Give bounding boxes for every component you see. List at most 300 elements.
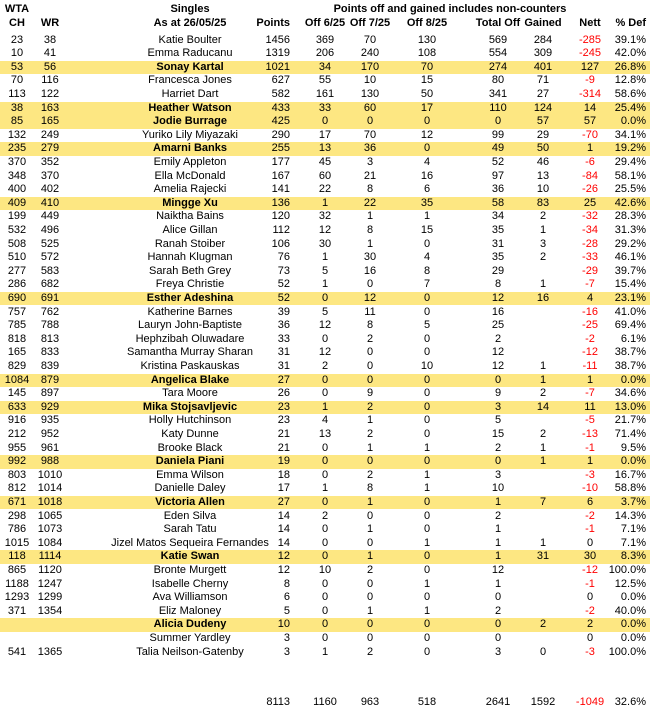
cell-off-8: 0	[423, 455, 431, 468]
cell-off-6: 0	[321, 550, 329, 563]
cell-points: 12	[277, 550, 290, 563]
cell-points: 255	[271, 142, 290, 155]
cell-pct-def: 29.2%	[614, 237, 646, 250]
cell-gained: 1	[539, 223, 547, 236]
cell-total-off: 8	[494, 278, 502, 291]
table-row	[0, 278, 650, 292]
cell-total-off: 0	[494, 455, 502, 468]
cell-nett: -16	[582, 305, 598, 318]
table-row	[0, 306, 650, 320]
cell-off-7: 0	[366, 577, 374, 590]
cell-gained: 71	[536, 74, 550, 87]
cell-nett: 1	[586, 455, 594, 468]
cell-off-7: 8	[366, 183, 374, 196]
cell-off-7: 0	[366, 591, 374, 604]
table-row	[0, 578, 650, 592]
cell-total-off: 5	[494, 414, 502, 427]
cell-nett: -2	[585, 332, 595, 345]
cell-gained	[518, 482, 568, 496]
cell-pct-def: 7.1%	[620, 536, 646, 549]
cell-gained: 1	[539, 536, 547, 549]
cell-pct-def: 38.7%	[614, 346, 646, 359]
cell-points: 27	[277, 373, 290, 386]
cell-wr: 762	[40, 305, 60, 318]
cell-total-off: 110	[489, 101, 507, 114]
cell-off-6: 2	[321, 359, 329, 372]
cell-pct-def: 58.8%	[614, 482, 646, 495]
cell-gained	[518, 605, 568, 619]
cell-off-8: 130	[417, 33, 437, 46]
cell-gained: 57	[536, 115, 550, 128]
cell-off-8: 0	[423, 414, 431, 427]
cell-off-6: 1	[321, 251, 329, 264]
cell-off-8: 6	[423, 183, 431, 196]
cell-nett: -1	[585, 523, 595, 536]
cell-off-6: 0	[321, 115, 329, 128]
cell-points: 36	[277, 319, 290, 332]
cell-wr: 279	[40, 142, 60, 155]
cell-off-6: 2	[321, 509, 329, 522]
cell-ch: 70	[10, 74, 24, 87]
cell-player-name: Katy Dunne	[161, 427, 219, 440]
table-row	[0, 183, 650, 197]
cell-nett: -29	[582, 264, 598, 277]
table-row	[0, 469, 650, 483]
cell-points: 19	[277, 455, 290, 468]
cell-off-6: 0	[321, 604, 329, 617]
cell-nett: -12	[582, 346, 598, 359]
cell-pct-def: 100.0%	[608, 645, 646, 658]
table-row	[0, 129, 650, 143]
cell-points: 23	[277, 414, 290, 427]
header-gained: Gained	[524, 17, 562, 29]
cell-off-7: 3	[366, 155, 374, 168]
cell-wr: 449	[40, 210, 60, 223]
cell-off-7: 70	[363, 33, 377, 46]
cell-off-8: 0	[423, 427, 431, 440]
cell-ch: 786	[7, 523, 27, 536]
cell-nett: -9	[585, 74, 595, 87]
cell-off-6: 12	[318, 346, 332, 359]
cell-ch: 690	[7, 291, 27, 304]
cell-pct-def: 0.0%	[620, 115, 646, 128]
cell-player-name: Hephzibah Oluwadare	[135, 332, 245, 345]
cell-total-off: 274	[488, 60, 508, 73]
cell-points: 3	[283, 631, 290, 644]
cell-off-7: 130	[360, 87, 380, 100]
cell-pct-def: 100.0%	[608, 563, 646, 576]
cell-points: 167	[271, 169, 290, 182]
cell-pct-def: 13.0%	[614, 400, 646, 413]
cell-off-7: 1	[366, 210, 374, 223]
cell-nett: -7	[585, 278, 595, 291]
cell-off-8: 0	[423, 346, 431, 359]
cell-off-6: 33	[318, 101, 332, 114]
cell-off-6: 206	[315, 47, 335, 60]
cell-off-6: 0	[321, 631, 329, 644]
total-nett: -1049	[575, 696, 605, 708]
cell-off-8: 4	[423, 251, 431, 264]
cell-player-name: Summer Yardley	[149, 631, 231, 644]
cell-off-8: 5	[423, 319, 431, 332]
cell-off-6: 0	[321, 373, 329, 386]
cell-player-name: Brooke Black	[157, 441, 223, 454]
cell-nett: 25	[583, 196, 597, 209]
cell-off-6: 0	[321, 468, 329, 481]
table-row	[0, 591, 650, 605]
cell-nett: -1	[585, 577, 595, 590]
cell-nett: -3	[585, 468, 595, 481]
cell-total-off: 35	[491, 251, 505, 264]
cell-player-name: Isabelle Cherny	[151, 577, 229, 590]
cell-total-off: 554	[488, 47, 508, 60]
cell-total-off: 12	[491, 291, 505, 304]
cell-wr: 839	[40, 359, 60, 372]
cell-gained	[518, 265, 568, 279]
cell-points: 112	[272, 223, 290, 236]
cell-off-8: 15	[420, 223, 434, 236]
cell-off-7: 30	[363, 251, 377, 264]
cell-total-off: 2	[494, 604, 502, 617]
cell-total-off: 1	[494, 523, 502, 536]
cell-off-7: 0	[366, 631, 374, 644]
cell-pct-def: 25.4%	[614, 101, 646, 114]
table-row	[0, 251, 650, 265]
table-row	[0, 265, 650, 279]
cell-ch: 113	[8, 87, 26, 100]
cell-player-name: Tara Moore	[162, 387, 218, 400]
cell-player-name: Amelia Rajecki	[153, 183, 227, 196]
total-pct-def: 32.6%	[614, 696, 646, 708]
cell-off-8: 12	[420, 128, 434, 141]
cell-player-name: Amarni Banks	[153, 142, 227, 155]
cell-pct-def: 38.7%	[614, 359, 646, 372]
cell-off-8: 0	[423, 509, 431, 522]
cell-off-6: 0	[321, 332, 329, 345]
cell-points: 14	[277, 523, 290, 536]
cell-ch: 757	[7, 305, 27, 318]
cell-pct-def: 15.4%	[614, 278, 646, 291]
cell-player-name: Katie Boulter	[158, 33, 222, 46]
cell-gained: 13	[536, 169, 550, 182]
cell-ch: 992	[7, 455, 27, 468]
cell-pct-def: 9.5%	[620, 441, 646, 454]
cell-nett: -25	[582, 319, 598, 332]
table-row	[0, 428, 650, 442]
cell-player-name: Eliz Maloney	[158, 604, 222, 617]
cell-off-8: 0	[423, 373, 431, 386]
cell-ch: 277	[7, 264, 27, 277]
cell-gained: 29	[536, 128, 550, 141]
cell-gained: 10	[536, 183, 550, 196]
cell-points: 136	[271, 196, 290, 209]
cell-ch: 10	[10, 47, 24, 60]
cell-nett: -32	[582, 210, 598, 223]
cell-off-8: 17	[420, 101, 434, 114]
cell-wr: 1365	[37, 645, 63, 658]
total-points: 8113	[266, 696, 290, 708]
cell-points: 23	[277, 400, 290, 413]
table-row	[0, 224, 650, 238]
total-off-8: 518	[417, 696, 437, 708]
cell-total-off: 1	[494, 550, 502, 563]
cell-wr: 249	[40, 128, 60, 141]
table-row	[0, 632, 650, 646]
cell-total-off: 1	[494, 577, 502, 590]
cell-nett: -34	[582, 223, 598, 236]
cell-points: 73	[277, 264, 290, 277]
cell-player-name: Bronte Murgett	[153, 563, 227, 576]
cell-wr: 1354	[37, 604, 63, 617]
totals-row	[0, 696, 650, 710]
cell-ch: 132	[7, 128, 27, 141]
cell-points: 8	[283, 577, 290, 590]
table-row	[0, 292, 650, 306]
cell-player-name: Emma Wilson	[156, 468, 224, 481]
cell-off-8: 1	[423, 482, 431, 495]
cell-off-8: 0	[423, 563, 431, 576]
cell-gained: 2	[539, 210, 547, 223]
cell-off-6: 0	[321, 291, 329, 304]
cell-player-name: Emily Appleton	[153, 155, 227, 168]
cell-nett: -11	[582, 359, 598, 372]
cell-off-8: 1	[423, 604, 431, 617]
cell-ch: 286	[7, 278, 27, 291]
cell-off-6: 1	[321, 645, 329, 658]
cell-player-name: Mika Stojsavljevic	[142, 400, 238, 413]
cell-gained	[518, 632, 568, 646]
cell-off-7: 21	[363, 169, 377, 182]
cell-off-8: 0	[423, 550, 431, 563]
cell-off-6: 1	[321, 400, 329, 413]
cell-player-name: Talia Neilson-Gatenby	[136, 645, 244, 658]
cell-off-7: 1	[366, 441, 374, 454]
cell-off-8: 16	[420, 169, 434, 182]
table-row	[0, 374, 650, 388]
table-row	[0, 550, 650, 564]
cell-ch: 298	[7, 509, 27, 522]
cell-ch: 165	[7, 346, 27, 359]
header-off-6: Off 6/25	[304, 17, 346, 29]
cell-off-7: 2	[366, 468, 374, 481]
cell-off-8: 0	[423, 387, 431, 400]
cell-off-7: 240	[360, 47, 380, 60]
table-row	[0, 319, 650, 333]
total-gained: 1592	[530, 696, 556, 708]
cell-player-name: Holly Hutchinson	[148, 414, 232, 427]
cell-wr: 1114	[38, 550, 62, 563]
table-row	[0, 34, 650, 48]
cell-pct-def: 39.7%	[614, 264, 646, 277]
cell-wr: 952	[40, 427, 60, 440]
cell-player-name: Alice Gillan	[162, 223, 218, 236]
cell-ch: 1293	[4, 591, 30, 604]
cell-off-6: 0	[321, 455, 329, 468]
cell-wr: 370	[40, 169, 60, 182]
cell-gained: 83	[536, 196, 550, 209]
cell-points: 1456	[265, 33, 290, 46]
cell-total-off: 34	[491, 210, 505, 223]
cell-ch: 371	[7, 604, 27, 617]
cell-gained	[518, 510, 568, 524]
cell-off-7: 1	[366, 237, 374, 250]
cell-gained: 284	[533, 33, 553, 46]
cell-pct-def: 26.8%	[614, 60, 646, 73]
header-ch: CH	[9, 17, 25, 29]
cell-player-name: Mingge Xu	[162, 196, 218, 209]
cell-total-off: 12	[491, 563, 505, 576]
cell-ch: 532	[7, 223, 27, 236]
cell-off-6: 161	[315, 87, 335, 100]
total-off-6: 1160	[313, 696, 337, 708]
cell-off-6: 45	[318, 155, 332, 168]
cell-player-name: Freya Christie	[155, 278, 225, 291]
cell-points: 6	[283, 591, 290, 604]
cell-points: 290	[271, 128, 290, 141]
cell-ch: 916	[7, 414, 27, 427]
cell-gained: 1	[539, 441, 547, 454]
cell-pct-def: 0.0%	[620, 373, 646, 386]
cell-wr: 122	[40, 87, 60, 100]
cell-total-off: 58	[491, 196, 505, 209]
cell-gained: 309	[533, 47, 553, 60]
cell-gained: 3	[539, 237, 547, 250]
cell-player-name: Kristina Paskauskas	[140, 359, 240, 372]
cell-player-name: Naiktha Bains	[156, 210, 224, 223]
cell-ch: 23	[10, 33, 24, 46]
cell-pct-def: 3.7%	[620, 495, 646, 508]
cell-nett: -285	[578, 33, 602, 46]
cell-pct-def: 34.1%	[614, 128, 646, 141]
cell-pct-def: 16.7%	[614, 468, 646, 481]
cell-off-7: 0	[366, 618, 374, 631]
cell-wr: 1073	[37, 523, 63, 536]
cell-player-name: Daniela Piani	[155, 455, 225, 468]
cell-off-8: 7	[423, 278, 431, 291]
cell-wr: 929	[40, 400, 60, 413]
cell-player-name: Alicia Dudeny	[153, 618, 227, 631]
cell-points: 26	[277, 387, 290, 400]
table-row	[0, 346, 650, 360]
cell-pct-def: 34.6%	[614, 387, 646, 400]
cell-off-6: 5	[321, 264, 329, 277]
cell-off-8: 8	[423, 264, 431, 277]
cell-player-name: Heather Watson	[148, 101, 232, 114]
cell-off-7: 8	[366, 482, 374, 495]
cell-off-6: 13	[318, 427, 332, 440]
cell-points: 33	[277, 332, 290, 345]
cell-off-6: 0	[321, 523, 329, 536]
cell-wr: 788	[40, 319, 60, 332]
cell-ch: 955	[7, 441, 27, 454]
cell-wr: 691	[40, 291, 60, 304]
table-row	[0, 238, 650, 252]
cell-points: 141	[271, 183, 290, 196]
cell-nett: 30	[583, 550, 597, 563]
cell-off-8: 0	[423, 305, 431, 318]
cell-pct-def: 29.4%	[614, 155, 646, 168]
cell-off-6: 12	[318, 223, 332, 236]
cell-off-8: 0	[423, 645, 431, 658]
cell-nett: 0	[586, 536, 594, 549]
cell-off-8: 35	[420, 196, 434, 209]
cell-off-7: 8	[366, 223, 374, 236]
cell-ch: 212	[7, 427, 27, 440]
cell-player-name: Yuriko Lily Miyazaki	[142, 128, 238, 141]
cell-player-name: Sonay Kartal	[156, 60, 224, 73]
cell-gained: 1	[539, 278, 547, 291]
cell-off-7: 1	[366, 495, 374, 508]
cell-wr: 163	[40, 101, 60, 114]
cell-off-8: 0	[423, 631, 431, 644]
cell-points: 120	[271, 210, 290, 223]
table-row	[0, 61, 650, 75]
cell-ch: 541	[7, 645, 27, 658]
cell-points: 106	[271, 237, 290, 250]
cell-pct-def: 0.0%	[620, 618, 646, 631]
cell-off-7: 0	[366, 536, 374, 549]
table-row	[0, 197, 650, 211]
cell-points: 27	[277, 495, 290, 508]
cell-ch: 370	[7, 155, 27, 168]
cell-wr: 682	[40, 278, 60, 291]
cell-total-off: 1	[494, 536, 502, 549]
cell-nett: -6	[585, 155, 595, 168]
cell-wr: 1065	[37, 509, 63, 522]
cell-nett: 1	[586, 142, 594, 155]
cell-off-8: 0	[423, 495, 431, 508]
header-points: Points	[256, 17, 290, 29]
cell-off-7: 2	[366, 645, 374, 658]
cell-points: 76	[277, 251, 290, 264]
cell-ch: 348	[7, 169, 27, 182]
cell-points: 1319	[265, 47, 290, 60]
header-nett: Nett	[579, 17, 601, 29]
cell-total-off: 3	[494, 468, 502, 481]
cell-off-6: 1	[321, 482, 329, 495]
cell-nett: -7	[585, 387, 595, 400]
cell-gained: 0	[539, 645, 547, 658]
cell-total-off: 31	[491, 237, 505, 250]
cell-off-6: 369	[315, 33, 335, 46]
cell-off-6: 0	[321, 441, 329, 454]
cell-nett: 11	[584, 400, 596, 413]
cell-off-7: 70	[363, 128, 377, 141]
cell-off-7: 60	[363, 101, 377, 114]
cell-player-name: Esther Adeshina	[146, 291, 234, 304]
cell-wr: 165	[40, 115, 60, 128]
cell-gained	[518, 591, 568, 605]
cell-off-8: 0	[423, 115, 431, 128]
cell-nett: 127	[580, 60, 600, 73]
cell-total-off: 29	[491, 264, 505, 277]
cell-off-7: 2	[366, 332, 374, 345]
cell-pct-def: 21.7%	[614, 414, 646, 427]
cell-pct-def: 14.3%	[614, 509, 646, 522]
cell-gained	[518, 306, 568, 320]
cell-gained	[518, 319, 568, 333]
cell-total-off: 12	[491, 359, 505, 372]
header-wta: WTA	[4, 3, 30, 15]
table-row	[0, 102, 650, 116]
cell-gained: 2	[539, 387, 547, 400]
cell-points: 39	[277, 305, 290, 318]
cell-gained	[518, 469, 568, 483]
table-row	[0, 88, 650, 102]
cell-ch: 633	[7, 400, 27, 413]
cell-off-7: 0	[366, 346, 374, 359]
cell-gained	[518, 333, 568, 347]
